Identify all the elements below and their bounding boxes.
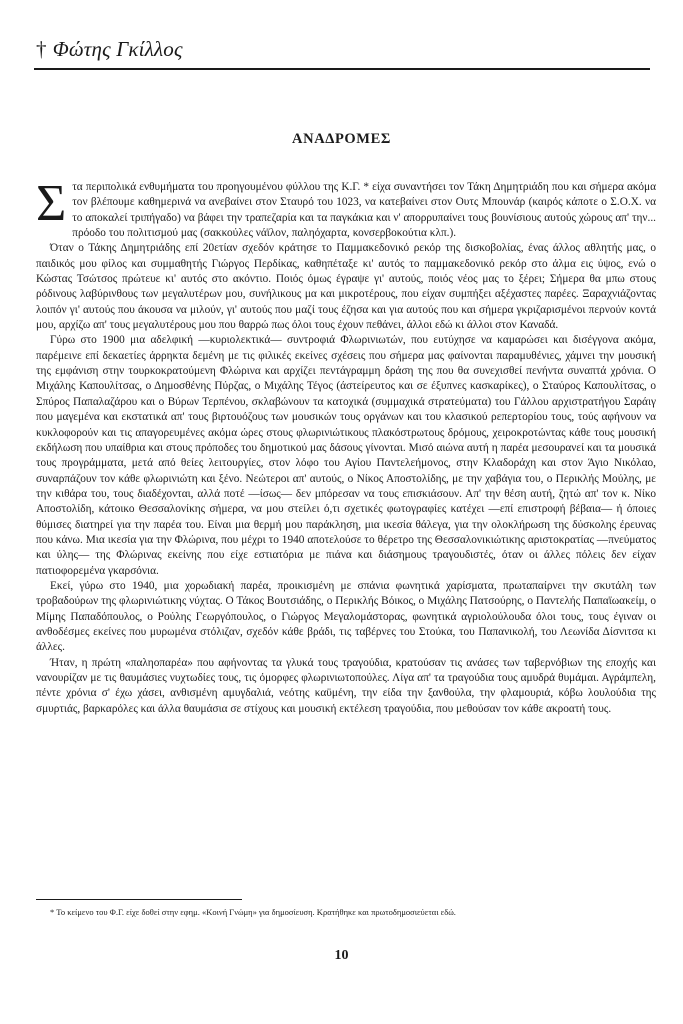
dagger-mark: † <box>36 37 47 61</box>
paragraph: Ήταν, η πρώτη «παληοπαρέα» που αφήνοντας τα γλυκά τους τραγούδια, κρατούσαν τις ανάσες των ταβερνόβιων της εποχής και νανουρίζαν με τις θαυμάσιες νυχτωδίες τους, τις όμορφες φλωρινιωτοπούλες. Λίγα απ' τα τραγούδια τους αμυδρά θυμάμαι. Αγράμπελη, πέντε χρόνια σ' έχω χάσει, ανθισμένη αμυγδαλιά, νεότης καϋμένη, την είδα την ξανθούλα, την φλαμουριά, κόβω λουλούδια της σμυρτιάς, βαρκαρόλες και άλλα θαυμάσια σε στίχους και μουσική εκτέλεση τραγούδια, που μεθούσαν τον κάθε ακροατή τους. <box>36 656 656 715</box>
paragraph: Εκεί, γύρω στο 1940, μια χορωδιακή παρέα, προικισμένη με σπάνια φωνητικά χαρίσματα, πρωταπαίρνει την σκυτάλη των τροβαδούρων της φλωρινιώτικης νύχτας. Ο Τάκος Βουτσιάδης, ο Περικλής Βόικος, ο Μιχάλης Πατσούρης, ο Παντελής Παπαϊωακείμ, ο Μίμης Παπαδόπουλος, ο Ρούλης Γεωργόπουλος, ο Γιώργος Μεγαλομάστορας, φωνητικά αγριολούλουδα όλοι τους, τους έγιναν οι ανθοδέσμες εκείνες που μυρωμένα στόλιζαν, σχεδόν κάθε βράδι, τις ταβέρνες του Στούκα, του Παπανικολή, του Λεωνίδα Δίσνιτσα κι άλλες. <box>36 579 656 654</box>
paragraph <box>36 175 656 241</box>
author-name: Φώτης Γκίλλος <box>52 37 183 61</box>
running-head <box>36 37 183 62</box>
article-body <box>36 175 656 717</box>
page-number: 10 <box>334 948 349 963</box>
paragraph: Γύρω στο 1900 μια αδελφική —κυριολεκτικά— συντροφιά Φλωρινιωτών, που ευτύχησε να καμαρώσει και δισέγγονα ακόμα, παρέμεινε επί δεκαετίες άρρηκτα δεμένη με τις φιλικές εκείνες σχέσεις που σήμερα μας φαίνονται παραμυθένιες, χάμνει την μουσική της εμφάνιση στην τουρκοκρατούμενη Φλώρινα και αρχίζει πεντάγραμμη δράση της που θα συνεχισθεί πενήντα συναπτά χρόνια. Ο Μιχάλης Καπουλίτσας, ο Δημοσθένης Πύρζας, ο Μιχάλης Τέγος (άστείρευτος και σε έξυπνες κασκαρίκες), ο Σταύρος Καπουλίτσας, ο Σπύρος Παπαλαζάρου και ο Βύρων Τερπένου, σκλαβώνουν τα κατοχικά (συμμαχικά στρατεύματα) του Γάλλου αρχιστρατήγου Σαράιγ που μαγεμένα και εκστατικά απ' τους βιρτουόζους των μουσικών τους οργάνων και του κλασικού ρεπερτορίου τους, τούς αφήνουν να κυκλοφορούν και τις απαγορευμένες ακόμα ώρες στους φλωρινιώτικους πλακόστρωτους δρόμους, χειροκροτώντας κάθε τους μουσική εκδήλωση που υπαίθρια και στους πρόποδες του δημοτικού μας δάσους γίνονται. Μισό αιώνα αυτή η παρέα μεσουρανεί και τα μουσικά τους προγράμματα, μετά από θείες λειτουργίες, στον λόφο του Αγίου Παντελεήμονος, στην Κλαδοράχη και στον Άγιο Νικόλαο, συναρπάζουν τον κάθε φλωρινιώτη και ξένο. Νεώτεροι απ' αυτούς, ο Νίκος Αποστολίδης, με την χαβάγια του, ο Περικλής Μούλης, με την κιθάρα του, τους διαδέχονται, αλλά ποτέ —ίσως— δεν μπόρεσαν να τους επισκιάσουν. Απ' την θέση αυτή, ζητώ απ' τον κ. Νίκο Αποστολίδη, κάτοικο Θεσσαλονίκης σήμερα, να μου στείλει ό,τι σχετικές φωτογραφίες κατέχει —επί επιστροφή βέβαια— ή όποιες θύμισες διατηρεί για την παρέα του. Είναι μια θερμή μου παράκληση, μια ικεσία θάλεγα, για την ολοκλήρωση της δύσκολης έρευνας που κάνω. Μια ικεσία για την Φλώρινα, που μέχρι το 1940 αποτελούσε το θέρετρο της Θεσσαλονικιώτικης αριστοκρατίας —πνεύματος και ύλης— της Φλώρινας εκείνης που είχε εστιατόρια με πιάνα και διάσημους τραγουδιστές, όταν οι άλλες πόλεις δεν είχαν πατιοφορεμένα γκαρσόνια. <box>36 334 656 577</box>
header-rule <box>34 68 650 70</box>
drop-cap: Σ <box>36 175 67 232</box>
paragraph-text: τα περιπολικά ενθυμήματα του προηγουμένου φύλλου της Κ.Γ. * είχα συναντήσει τον Τάκη Δημητριάδη που και σήμερα ακόμα τον βλέπουμε καθημερινά να ανεβαίνει στον Σταυρό του 1023, να κατεβαίνει στον Ουτς Μπουνάρ (καιρός κάποτε ο Σ.Ο.Χ. να το αποκαλεί τριπήγαδο) να βάφει την τραπεζαρία και τα παγκάκια και ν' απορρυπαίνει τους βουνίσιους αυτούς χώρους απ' την... πρόοδο του πολιτισμού μας (σακκούλες νάϊλον, παληόχαρτα, κονσερβοκούτια κλπ.). <box>72 181 656 240</box>
footnote-rule <box>36 899 242 900</box>
article-title: ΑΝΑΔΡΟΜΕΣ <box>292 131 391 147</box>
footnote: * Το κείμενο του Φ.Γ. είχε δοθεί στην εφημ. «Κοινή Γνώμη» για δημοσίευση. Κρατήθηκε και πρωτοδημοσιεύεται εδώ. <box>50 907 456 917</box>
paragraph: Όταν ο Τάκης Δημητριάδης επί 20ετίαν σχεδόν κράτησε το Παμμακεδονικό ρεκόρ της δισκοβολίας, ένας άλλος αθλητής μας, ο παιδικός μου φίλος και συμμαθητής Γιώργος Περδίκας, καθηπέταξε κι' αυτός το παμμακεδονικό ρεκόρ στο άλμα εις ύψος, ενώ ο Κώστας Τσώτσος πρώτευε κι' αυτός στο ακόντιο. Ποιός όμως έγραψε γι' αυτούς, ποιός νέος μας το ξέρει; Σήμερα θα μπω στους ρόδινους λαβύρινθους των μεγαλυτέρων μου, συνήλικους μα και μικροτέρους, που είχαν συμπήξει αξέχαστες παρέες. Ξαραχνιάζοντας λοιπόν γι' αυτούς που άκουσα να μιλούν, γι' αυτούς που μαζί τους έζησα και για αυτούς που και σήμερα γκριζαρισμένοι περνούν κοντά μου, αρχίζω απ' τους μεγαλυτέρους μου που θαρρώ πως όλοι τους έχουν πεθάνει, άλλοι εδώ κι άλλοι στον Καναδά. <box>36 242 656 332</box>
